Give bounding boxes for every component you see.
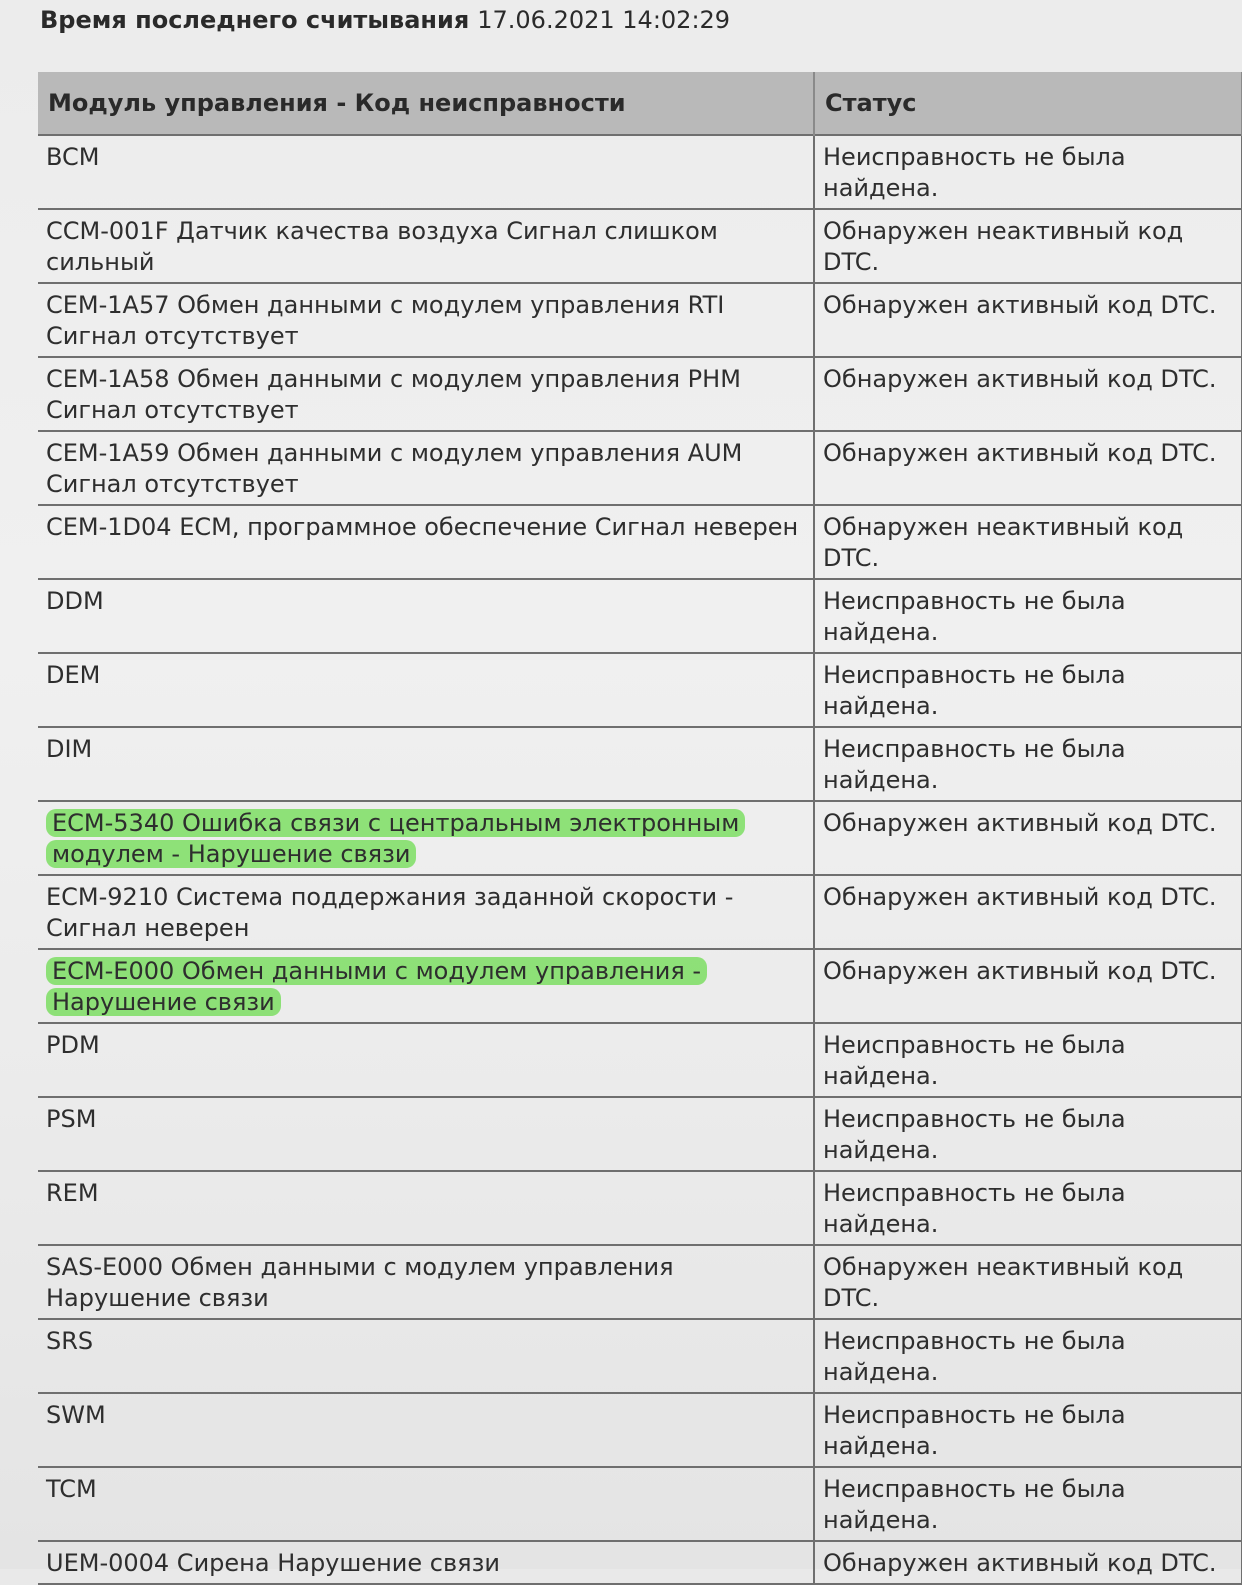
status-cell: Неисправность не была найдена. <box>814 1097 1242 1171</box>
highlighted-module-text: ECM-5340 Ошибка связи с центральным электронным модулем - Нарушение связи <box>46 809 745 868</box>
table-row <box>38 1245 1242 1319</box>
table-body <box>38 135 1242 1584</box>
last-read-time <box>40 6 730 34</box>
table-row <box>38 1393 1242 1467</box>
last-read-timestamp: 17.06.2021 14:02:29 <box>477 6 731 34</box>
table-header-row <box>38 72 1242 135</box>
module-text: REM <box>46 1179 99 1207</box>
module-code-cell <box>38 727 814 801</box>
status-cell: Обнаружен активный код DTC. <box>814 431 1242 505</box>
status-cell: Обнаружен активный код DTC. <box>814 1541 1242 1584</box>
status-cell: Обнаружен неактивный код DTC. <box>814 505 1242 579</box>
status-cell: Обнаружен активный код DTC. <box>814 875 1242 949</box>
module-code-cell <box>38 653 814 727</box>
module-text: CCM-001F Датчик качества воздуха Сигнал слишком сильный <box>46 217 718 276</box>
status-cell: Неисправность не была найдена. <box>814 1171 1242 1245</box>
module-text: PSM <box>46 1105 97 1133</box>
status-cell: Неисправность не была найдена. <box>814 135 1242 209</box>
module-text: SWM <box>46 1401 106 1429</box>
table-row <box>38 283 1242 357</box>
last-read-label: Время последнего считывания <box>40 6 470 34</box>
table-row <box>38 1319 1242 1393</box>
status-cell: Неисправность не была найдена. <box>814 1393 1242 1467</box>
table-row <box>38 727 1242 801</box>
module-code-cell <box>38 949 814 1023</box>
module-text: UEM-0004 Сирена Нарушение связи <box>46 1549 500 1577</box>
status-cell: Обнаружен активный код DTC. <box>814 801 1242 875</box>
module-code-cell <box>38 505 814 579</box>
module-code-cell <box>38 579 814 653</box>
module-text: PDM <box>46 1031 100 1059</box>
module-code-cell <box>38 1467 814 1541</box>
column-header-status: Статус <box>814 72 1242 135</box>
table-row <box>38 505 1242 579</box>
module-text: BCM <box>46 143 100 171</box>
module-code-cell <box>38 1023 814 1097</box>
column-header-module: Модуль управления - Код неисправности <box>38 72 814 135</box>
table-row <box>38 209 1242 283</box>
status-cell: Неисправность не была найдена. <box>814 727 1242 801</box>
status-cell: Неисправность не была найдена. <box>814 653 1242 727</box>
module-text: SRS <box>46 1327 94 1355</box>
dtc-table <box>38 72 1242 1585</box>
table-row <box>38 1097 1242 1171</box>
table-row <box>38 653 1242 727</box>
module-code-cell <box>38 135 814 209</box>
table-row <box>38 135 1242 209</box>
module-text: CEM-1D04 ECM, программное обеспечение Сигнал неверен <box>46 513 799 541</box>
table-row <box>38 357 1242 431</box>
module-text: DEM <box>46 661 101 689</box>
module-code-cell <box>38 1245 814 1319</box>
module-code-cell <box>38 1319 814 1393</box>
module-code-cell <box>38 431 814 505</box>
table-row <box>38 801 1242 875</box>
module-code-cell <box>38 1171 814 1245</box>
status-cell: Неисправность не была найдена. <box>814 579 1242 653</box>
module-code-cell <box>38 1097 814 1171</box>
table-row <box>38 579 1242 653</box>
module-text: ECM-9210 Система поддержания заданной скорости - Сигнал неверен <box>46 883 734 942</box>
status-cell: Обнаружен активный код DTC. <box>814 357 1242 431</box>
module-text: DIM <box>46 735 93 763</box>
table-row <box>38 949 1242 1023</box>
table-row <box>38 1541 1242 1584</box>
module-text: CEM-1A58 Обмен данными с модулем управления PHM Сигнал отсутствует <box>46 365 741 424</box>
status-cell: Неисправность не была найдена. <box>814 1023 1242 1097</box>
table-row <box>38 1023 1242 1097</box>
table-row <box>38 1467 1242 1541</box>
highlighted-module-text: ECM-E000 Обмен данными с модулем управления - Нарушение связи <box>46 957 707 1016</box>
module-code-cell <box>38 357 814 431</box>
table-row <box>38 431 1242 505</box>
module-text: SAS-E000 Обмен данными с модулем управления Нарушение связи <box>46 1253 674 1312</box>
status-cell: Обнаружен активный код DTC. <box>814 283 1242 357</box>
module-code-cell <box>38 1541 814 1584</box>
module-code-cell <box>38 875 814 949</box>
status-cell: Обнаружен неактивный код DTC. <box>814 1245 1242 1319</box>
status-cell: Неисправность не была найдена. <box>814 1467 1242 1541</box>
module-text: CEM-1A57 Обмен данными с модулем управления RTI Сигнал отсутствует <box>46 291 725 350</box>
module-code-cell <box>38 1393 814 1467</box>
status-cell: Обнаружен неактивный код DTC. <box>814 209 1242 283</box>
module-code-cell <box>38 283 814 357</box>
module-code-cell <box>38 209 814 283</box>
module-code-cell <box>38 801 814 875</box>
status-cell: Неисправность не была найдена. <box>814 1319 1242 1393</box>
module-text: CEM-1A59 Обмен данными с модулем управления AUM Сигнал отсутствует <box>46 439 743 498</box>
module-text: TCM <box>46 1475 97 1503</box>
module-text: DDM <box>46 587 104 615</box>
table-row <box>38 1171 1242 1245</box>
table-row <box>38 875 1242 949</box>
status-cell: Обнаружен активный код DTC. <box>814 949 1242 1023</box>
